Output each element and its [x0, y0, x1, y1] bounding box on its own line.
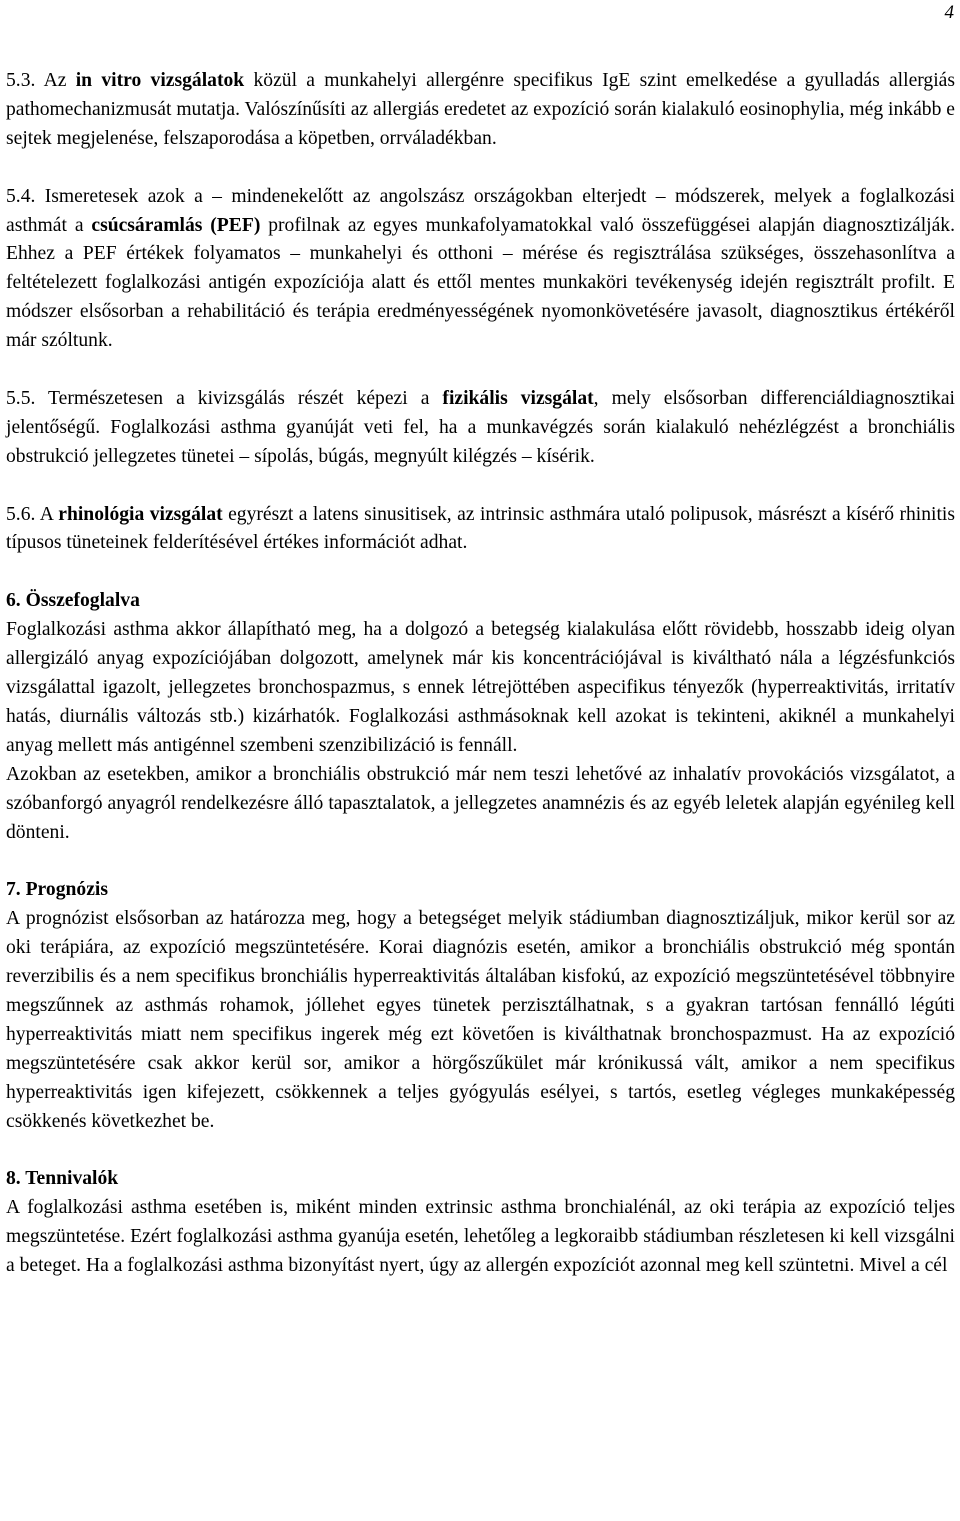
section-5-5-text-post: , mely elsősorban differenciáldiagnosztikai jelentőségű. Foglalkozási asthma gyanúját veti fel, ha a munkavégzés során kialakuló nehézlégzést a bronchiális obstrukció jellegzetes tünetei – sípolás, búgás, megnyúlt kilégzés – kísérik. — [6, 387, 955, 467]
section-5-3-text-pre: 5.3. Az — [6, 70, 76, 91]
section-5-4-text-post: profilnak az egyes munkafolyamatokkal való összefüggései alapján diagnosztizálják. Ehhez a PEF értékek folyamatos – munkahelyi és otthoni – mérése és regisztrálása szükséges, összehasonlítva a feltételezett foglalkozási antigén expozíciója alatt és ettől mentes munkaköri tevékenység idején regisztrált profilt. E módszer elsősorban a rehabilitáció és terápia eredményességének nyomonkövetésére javasolt, diagnosztikus értékéről már szóltunk. — [6, 214, 955, 352]
section-5-6-text-post: egyrészt a latens sinusitisek, az intrinsic asthmára utaló polipusok, másrészt a kísérő rhinitis típusos tüneteinek felderítésével értékes információt adhat. — [6, 503, 955, 554]
section-5-6-text-pre: 5.6. A — [6, 503, 59, 525]
section-5-5-keyword: fizikális vizsgálat — [442, 387, 594, 409]
section-5-3-paragraph — [6, 67, 955, 154]
section-5-4-paragraph — [6, 183, 955, 356]
document-body — [6, 67, 955, 1281]
section-7-heading: 7. Prognózis — [6, 879, 108, 901]
section-6-paragraph-1: Foglalkozási asthma akkor állapítható meg, ha a dolgozó a betegség kialakulása előtt rövidebb, hosszabb ideig olyan allergizáló anyag expozíciójában dolgozott, amelynek már kis koncentrációjával is kiváltható nála a légzésfunkciós vizsgálattal igazolt, jellegzetes bronchospazmus, s ennek létrejöttében aspecifikus tényezők (hyperreaktivitás, irritatív hatás, diurnális változás stb.) kizárhatók. Foglalkozási asthmásoknak kell azokat is tekinteni, akiknél a munkahelyi anyag mellett más antigénnel szembeni szenzibilizáció is fennáll. — [6, 619, 955, 756]
section-6-heading: 6. Összefoglalva — [6, 590, 140, 612]
section-7-paragraph: A prognózist elsősorban az határozza meg, hogy a betegséget melyik stádiumban diagnosztizáljuk, mikor kerül sor az oki terápiára, az expozíció megszüntetésére. Korai diagnózis esetén, amikor a bronchiális obstrukció még spontán reverzibilis és a nem specifikus bronchiális hyperreaktivitás általában kisfokú, az expozíció megszüntetésével többnyire megszűnnek az asthmás rohamok, jóllehet egyes tünetek perzisztálhatnak, s a gyakran tartósan fennálló légúti hyperreaktivitás miatt nem specifikus ingerek még ezt követően is kiválthatnak bronchospazmust. Ha az expozíció megszüntetésére csak akkor kerül sor, amikor a hörgőszűkület már krónikussá vált, amikor a nem specifikus hyperreaktivitás igen kifejezett, csökkennek a teljes gyógyulás esélyei, s tartós, esetleg végleges munkaképesség csökkenés következhet be. — [6, 908, 955, 1132]
section-5-5-paragraph — [6, 385, 955, 472]
section-5-4-keyword: csúcsáramlás (PEF) — [91, 214, 261, 236]
section-5-3-keyword: in vitro vizsgálatok — [75, 70, 245, 91]
section-6-paragraph-2: Azokban az esetekben, amikor a bronchiális obstrukció már nem teszi lehetővé az inhalatív provokációs vizsgálatot, a szóbanforgó anyagról rendelkezésre álló tapasztalatok, a jellegzetes anamnézis és az egyéb leletek alapján egyénileg kell dönteni. — [6, 763, 955, 843]
section-5-6-keyword: rhinológia vizsgálat — [58, 503, 223, 525]
section-5-3-text-post: közül a munkahelyi allergénre specifikus IgE szint emelkedése a gyulladás allergiás pathomechanizmusát mutatja. Valószínűsíti az allergiás eredetet az expozíció során kialakuló eosinophylia, még inkább e sejtek megjelenése, felszaporodása a köpetben, orrváladékban. — [6, 70, 955, 149]
page-number: 4 — [944, 2, 954, 23]
section-5-5-text-pre: 5.5. Természetesen a kivizsgálás részét képezi a — [6, 387, 443, 409]
section-5-6-paragraph — [6, 501, 955, 559]
section-8-paragraph: A foglalkozási asthma esetében is, miként minden extrinsic asthma bronchialénál, az oki terápia az expozíció teljes megszüntetése. Ezért foglalkozási asthma gyanúja esetén, lehetőleg a legkoraibb stádiumban részletesen ki kell vizsgálni a beteget. Ha a foglalkozási asthma bizonyítást nyert, úgy az allergén expozíciót azonnal meg kell szüntetni. Mivel a cél — [6, 1197, 955, 1277]
section-5-4-text-pre: 5.4. Ismeretesek azok a – mindenekelőtt az angolszász országokban elterjedt – módszerek, melyek a foglalkozási asthmát a — [6, 185, 955, 236]
section-8-heading: 8. Tennivalók — [6, 1168, 119, 1190]
